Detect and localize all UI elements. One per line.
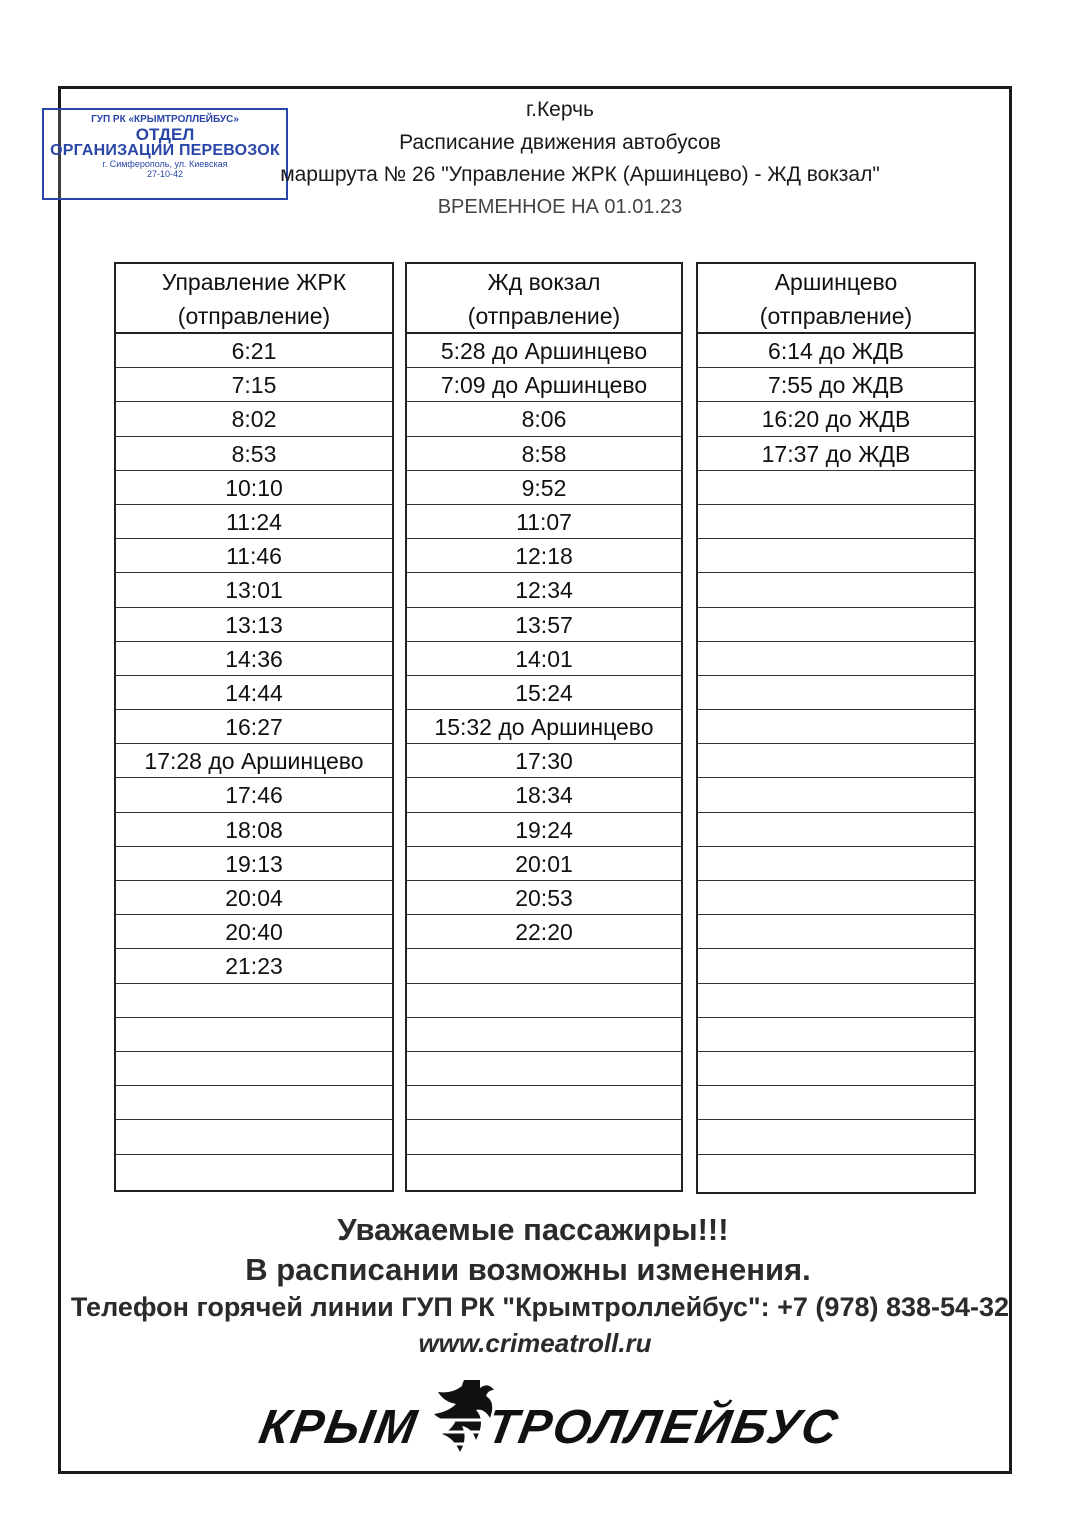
schedule-cell [116,1018,392,1052]
logo-text-left: КРЫМ [255,1401,423,1454]
schedule-cell: 18:34 [407,778,681,812]
schedule-cell [116,984,392,1018]
schedule-cell: 10:10 [116,471,392,505]
schedule-cell [698,710,974,744]
schedule-cell: 19:24 [407,813,681,847]
route-title: маршрута № 26 "Управление ЖРК (Аршинцево) - ЖД вокзал" [280,163,880,186]
schedule-cell [698,744,974,778]
schedule-cell [698,1086,974,1120]
city-title: г.Керчь [526,98,594,121]
schedule-cell: 8:06 [407,402,681,436]
schedule-cell: 13:01 [116,573,392,607]
schedule-cell: 20:01 [407,847,681,881]
stamp-address: г. Симферополь, ул. Киевская [102,159,228,170]
stamp-dept: ОТДЕЛ [135,124,195,144]
schedule-cell: 6:21 [116,334,392,368]
schedule-cell: 11:07 [407,505,681,539]
schedule-cell: 15:24 [407,676,681,710]
schedule-cell [698,984,974,1018]
schedule-cell: 20:53 [407,881,681,915]
schedule-cell: 14:01 [407,642,681,676]
stamp-dept-name: ОРГАНИЗАЦИИ ПЕРЕВОЗОК [50,142,280,160]
schedule-cell: 13:13 [116,608,392,642]
schedule-title: Расписание движения автобусов [399,131,721,154]
schedule-cell [698,642,974,676]
column-upravlenie-zhrk [114,262,394,1192]
schedule-cell [698,505,974,539]
schedule-cell [407,1155,681,1189]
schedule-cell [698,1155,974,1189]
schedule-cell: 16:27 [116,710,392,744]
schedule-cell [116,1086,392,1120]
column-header: Аршинцево (отправление) [698,264,974,334]
schedule-cell: 20:40 [116,915,392,949]
schedule-cell [698,539,974,573]
schedule-cell: 17:30 [407,744,681,778]
schedule-cell [698,676,974,710]
schedule-cell: 18:08 [116,813,392,847]
schedule-cell: 7:55 до ЖДВ [698,368,974,402]
schedule-cell [407,1120,681,1154]
schedule-cell [698,1120,974,1154]
schedule-cell: 17:46 [116,778,392,812]
temporary-note: ВРЕМЕННОЕ НА 01.01.23 [437,196,683,218]
column-header: Управление ЖРК (отправление) [116,264,392,334]
schedule-cell [698,847,974,881]
schedule-cell: 7:09 до Аршинцево [407,368,681,402]
schedule-cell: 8:53 [116,437,392,471]
schedule-cell: 17:37 до ЖДВ [698,437,974,471]
column-header: Жд вокзал (отправление) [407,264,681,334]
schedule-cell: 6:14 до ЖДВ [698,334,974,368]
schedule-cell [698,1052,974,1086]
schedule-cell [698,778,974,812]
schedule-cell: 17:28 до Аршинцево [116,744,392,778]
schedule-cell [698,1018,974,1052]
schedule-cell [116,1052,392,1086]
schedule-cell [698,573,974,607]
schedule-cell: 12:18 [407,539,681,573]
schedule-cell [698,813,974,847]
schedule-cell: 8:02 [116,402,392,436]
schedule-cell [698,915,974,949]
column-zhd-vokzal [405,262,683,1192]
schedule-cell [698,608,974,642]
schedule-cell: 21:23 [116,949,392,983]
notice-greeting: Уважаемые пассажиры!!! [337,1212,729,1247]
schedule-cell [407,1052,681,1086]
schedule-cell: 14:36 [116,642,392,676]
website-link[interactable]: www.crimeatroll.ru [418,1328,652,1358]
schedule-cell: 8:58 [407,437,681,471]
schedule-cell: 22:20 [407,915,681,949]
schedule-cell: 12:34 [407,573,681,607]
schedule-cell: 11:24 [116,505,392,539]
schedule-cell: 13:57 [407,608,681,642]
schedule-cell [407,1086,681,1120]
schedule-cell [698,881,974,915]
hotline-text: Телефон горячей линии ГУП РК "Крымтроллейбус": +7 (978) 838-54-32 [70,1292,1010,1322]
schedule-cell: 16:20 до ЖДВ [698,402,974,436]
krymtrolleybus-logo [255,1380,844,1470]
logo-text-right: ТРОЛЛЕЙБУС [483,1401,844,1454]
schedule-cell: 15:32 до Аршинцево [407,710,681,744]
schedule-cell [407,949,681,983]
stamp-org: ГУП РК «КРЫМТРОЛЛЕЙБУС» [91,114,239,125]
notice-changes: В расписании возможны изменения. [245,1252,811,1287]
schedule-cell [116,1120,392,1154]
schedule-cell: 14:44 [116,676,392,710]
stamp-phone: 27-10-42 [146,168,184,179]
column-arshintsevo [696,262,976,1194]
schedule-cell: 11:46 [116,539,392,573]
schedule-cell [698,471,974,505]
schedule-cell [698,949,974,983]
schedule-cell [407,984,681,1018]
schedule-cell: 9:52 [407,471,681,505]
schedule-cell: 5:28 до Аршинцево [407,334,681,368]
schedule-cell: 7:15 [116,368,392,402]
schedule-cell: 19:13 [116,847,392,881]
schedule-cell [407,1018,681,1052]
schedule-cell: 20:04 [116,881,392,915]
schedule-cell [116,1155,392,1189]
